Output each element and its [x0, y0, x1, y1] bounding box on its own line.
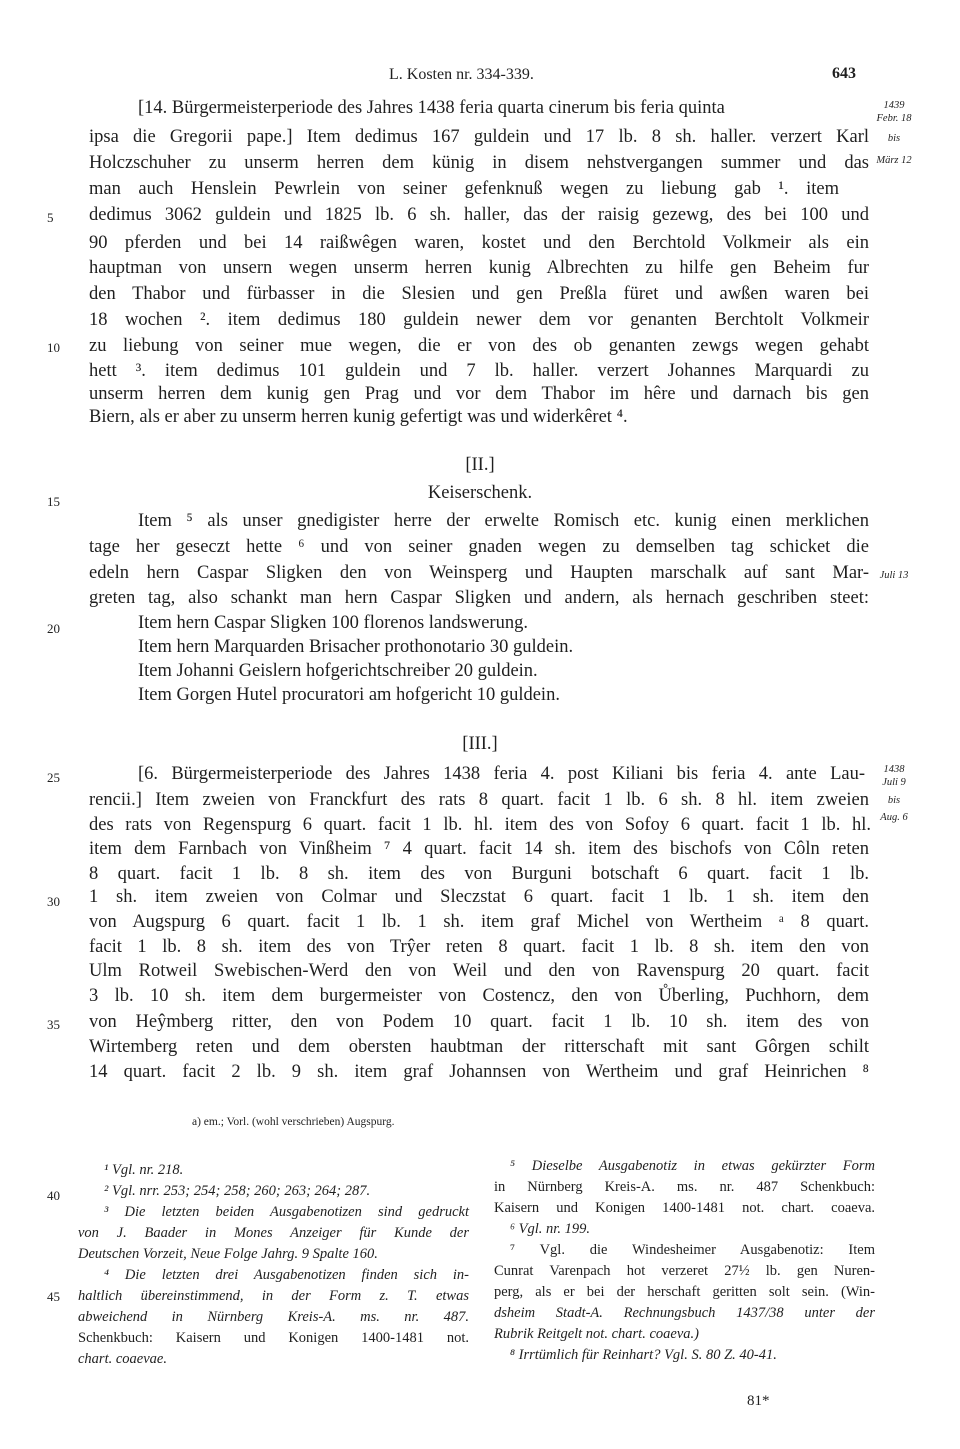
line-number: 15	[47, 494, 60, 509]
section-heading: [II.]	[465, 455, 495, 475]
footnote-line: Rubrik Reitgelt not. chart. coaeva.)	[494, 1326, 699, 1342]
signature-mark: 81*	[747, 1393, 770, 1409]
running-title: L. Kosten nr. 334-339.	[389, 66, 534, 83]
text-line: Ulm Rotweil Swebischen-Werd den von Weil und den von Ravenspurg 20 quart. facit	[89, 961, 869, 981]
footnote-line: ² Vgl. nrr. 253; 254; 258; 260; 263; 264; 287.	[104, 1183, 371, 1199]
text-line: 1 sh. item zweien von Colmar und Sleczstat 6 quart. facit 1 lb. 1 sh. item den	[89, 887, 869, 907]
section-title: Keiserschenk.	[427, 483, 533, 503]
footnote-line: Kaisern und Konigen 1400-1481 not. chart. coaeva.	[494, 1200, 875, 1216]
text-line: facit 1 lb. 8 sh. item des von Trŷer reten 8 quart. facit 1 lb. 8 sh. item den von	[89, 937, 869, 957]
text-line: hauptman von unsern wegen unserm herren kunig Albrechten zu hilfe gen Beheim fur	[89, 258, 869, 278]
footnote-line: in Nürnberg Kreis-A. ms. nr. 487 Schenkbuch:	[494, 1179, 875, 1195]
text-line: rencii.] Item zweien von Franckfurt des rats 8 quart. facit 1 lb. 6 sh. 8 hl. item zweien	[89, 790, 869, 810]
margin-date: Febr. 18	[876, 113, 912, 124]
text-line: Item ⁵ als unser gnedigister herre der erwelte Romisch etc. kunig einen merklichen	[138, 511, 869, 531]
margin-date: März 12	[876, 155, 912, 166]
footnote-line: perg, als er bei der herschaft geritten solt sein. (Win-	[494, 1284, 875, 1300]
section-heading: [III.]	[462, 734, 498, 754]
margin-date: bis	[887, 133, 901, 144]
footnote-line: haltlich übereinstimmend, in der Form z. T. etwas	[78, 1288, 469, 1304]
line-number: 20	[47, 621, 60, 636]
line-number: 25	[47, 770, 60, 785]
line-number: 45	[47, 1289, 60, 1304]
text-line: [6. Bürgermeisterperiode des Jahres 1438 feria 4. post Kiliani bis feria 4. ante Lau-	[138, 764, 865, 784]
text-line: dedimus 3062 guldein und 1825 lb. 6 sh. haller, das der raisig gezewg, des bei 100 und	[89, 205, 869, 225]
text-line: 3 lb. 10 sh. item dem burgermeister von Costencz, den von Ůberling, Puchhorn, dem	[89, 986, 869, 1006]
text-line: [14. Bürgermeisterperiode des Jahres 1438 feria quarta cinerum bis feria quinta	[138, 98, 725, 118]
text-line: man auch Henslein Pewrlein von seiner gefenknuß wegen zu liebung gab ¹. item	[89, 179, 839, 199]
margin-date: Aug. 6	[880, 812, 908, 823]
page-number: 643	[832, 65, 856, 82]
text-line: Wirtemberg reten und dem obersten haubtman der ritterschaft mit sant Gôrgen schilt	[89, 1037, 869, 1057]
text-line: von Augspurg 6 quart. facit 1 lb. 1 sh. item graf Michel von Wertheim ᵃ 8 quart.	[89, 912, 869, 932]
text-line: den Thabor und fürbasser in die Slesien und gen Preßla füret und awßen waren bei	[89, 284, 869, 304]
margin-date: 1439	[883, 100, 905, 111]
text-line: Biern, als er aber zu unserm herren kunig gefertigt was und widerkêret ⁴.	[89, 407, 628, 427]
footnote-line: ⁶ Vgl. nr. 199.	[510, 1221, 590, 1237]
margin-date: Juli 9	[882, 777, 906, 788]
text-line: des rats von Regenspurg 6 quart. facit 1 lb. hl. item des von Sofoy 6 quart. facit 1 lb. hl.	[89, 815, 871, 835]
margin-date: Juli 13	[879, 570, 909, 581]
text-line: 8 quart. facit 1 lb. 8 sh. item des von Burguni botschaft 6 quart. facit 1 lb.	[89, 864, 869, 884]
margin-date: bis	[887, 795, 901, 806]
text-line: Item Johanni Geislern hofgerichtschreiber 20 guldein.	[138, 661, 538, 681]
line-number: 40	[47, 1188, 60, 1203]
text-line: zu liebung von seiner mue wegen, die er von des ob genanten zewgs wegen gehabt	[89, 336, 869, 356]
line-number: 10	[47, 340, 60, 355]
text-line: Item hern Marquarden Brisacher prothonotario 30 guldein.	[138, 637, 574, 657]
footnote-line: ³ Die letzten beiden Ausgabenotizen sind gedruckt	[104, 1204, 469, 1220]
text-line: item dem Farnbach von Vinßheim ⁷ 4 quart. facit 14 sh. item des bischofs von Côln reten	[89, 839, 869, 859]
line-number: 35	[47, 1017, 60, 1032]
text-line: ipsa die Gregorii pape.] Item dedimus 167 guldein und 17 lb. 8 sh. haller. verzert Karl	[89, 127, 869, 147]
text-line: 90 pferden und bei 14 raißwêgen waren, kostet und den Berchtold Volkmeir als ein	[89, 233, 869, 253]
footnote-line: von J. Baader in Mones Anzeiger für Kunde der	[78, 1225, 469, 1241]
text-line: Item Gorgen Hutel procuratori am hofgericht 10 guldein.	[138, 685, 560, 705]
footnote-line: ⁷ Vgl. die Windesheimer Ausgabenotiz: Item	[510, 1242, 875, 1258]
text-line: Holczschuher zu unserm herren dem künig in disem nehstvergangen summer und das	[89, 153, 869, 173]
text-line: hett ³. item dedimus 101 guldein und 7 lb. haller. verzert Johannes Marquardi zu	[89, 361, 869, 381]
footnote-line: Cunrat Varenpach hot verzeret 27½ lb. gen Nuren-	[494, 1263, 875, 1279]
line-number: 30	[47, 894, 60, 909]
text-line: von Heŷmberg ritter, den von Podem 10 quart. facit 1 lb. 10 sh. item des von	[89, 1012, 869, 1032]
text-line: unserm herren dem kunig gen Prag und vor dem Thabor im hêre und darnach bis gen	[89, 384, 869, 404]
text-line: tage her geseczt hette ⁶ und von seiner gnaden wegen zu demselben tag schicket die	[89, 537, 869, 557]
footnote-line: ⁴ Die letzten drei Ausgabenotizen finden sich in-	[104, 1267, 469, 1283]
footnote-line: Deutschen Vorzeit, Neue Folge Jahrg. 9 Spalte 160.	[78, 1246, 378, 1262]
footnote-line: abweichend in Nürnberg Kreis-A. ms. nr. 487.	[78, 1309, 469, 1325]
line-number: 5	[47, 210, 54, 225]
footnote-line: chart. coaevae.	[78, 1351, 167, 1367]
textual-note: a) em.; Vorl. (wohl verschrieben) Augspurg.	[192, 1116, 395, 1128]
footnote-line: Schenkbuch: Kaisern und Konigen 1400-1481 not.	[78, 1330, 469, 1346]
footnote-line: ⁸ Irrtümlich für Reinhart? Vgl. S. 80 Z. 40-41.	[510, 1347, 777, 1363]
text-line: 14 quart. facit 2 lb. 9 sh. item graf Johannsen von Wertheim und graf Heinrichen ⁸	[89, 1062, 869, 1082]
text-line: Item hern Caspar Sligken 100 florenos landswerung.	[138, 613, 528, 633]
footnote-line: ⁵ Dieselbe Ausgabenotiz in etwas gekürzter Form	[510, 1158, 875, 1174]
footnote-line: ¹ Vgl. nr. 218.	[104, 1162, 184, 1178]
text-line: 18 wochen ². item dedimus 180 guldein newer dem vor genanten Berchtolt Volkmeir	[89, 310, 869, 330]
footnote-line: dsheim Stadt-A. Rechnungsbuch 1437/38 unter der	[494, 1305, 875, 1321]
margin-date: 1438	[883, 764, 905, 775]
text-line: edeln hern Caspar Sligken den von Weinsperg und Haupten marschalk auf sant Mar-	[89, 563, 869, 583]
text-line: greten tag, also schankt man hern Caspar Sligken und andern, als hernach geschriben steet:	[89, 588, 869, 608]
